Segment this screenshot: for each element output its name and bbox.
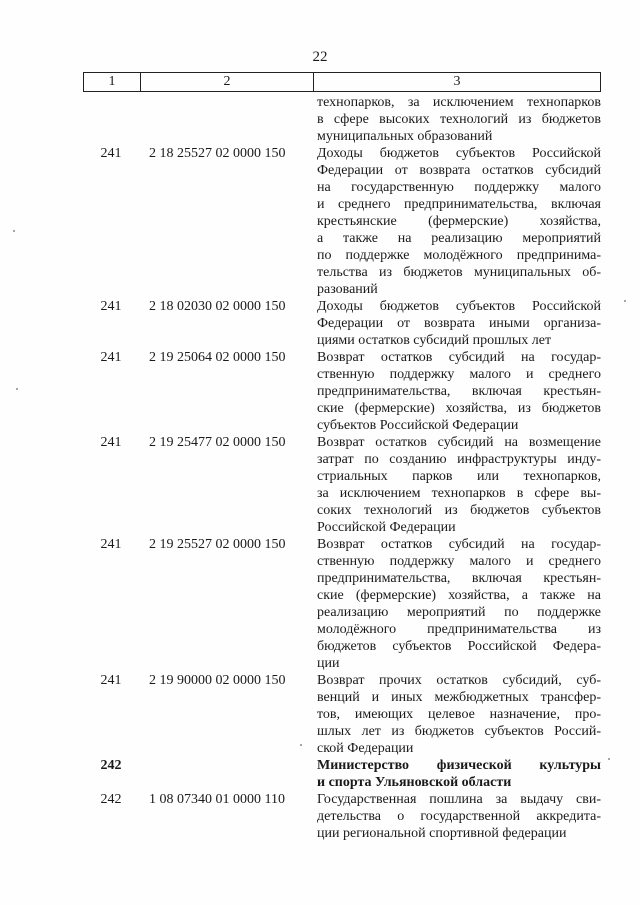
description-line: ской Федерации: [317, 741, 414, 756]
description-line: Федерации от возврата иными организа-: [317, 316, 601, 331]
table-row: [83, 672, 601, 757]
budget-code: 2 19 25477 02 0000 150: [149, 435, 286, 450]
scan-speck: [300, 744, 302, 746]
row-number: [83, 94, 139, 145]
description-line: молодёжного предпринимательства из: [317, 622, 601, 637]
budget-code: [139, 757, 311, 791]
description-line: Российской Федерации: [317, 520, 456, 535]
description-line: венций и иных межбюджетных трансфер-: [317, 690, 601, 705]
description-line: крестьянские (фермерские) хозяйства,: [317, 214, 601, 229]
row-number: 242: [100, 792, 122, 807]
description-line: ции региональной спортивной федерации: [317, 826, 567, 841]
description-line: ственную поддержку малого и среднего: [317, 367, 601, 382]
income-description: [311, 536, 601, 672]
description-line: разований: [317, 282, 378, 297]
scan-speck: [13, 230, 15, 232]
budget-code: 2 19 25064 02 0000 150: [149, 350, 286, 365]
table-row: [83, 94, 601, 145]
description-line: ственную поддержку малого и среднего: [317, 554, 601, 569]
row-number: 241: [100, 435, 122, 450]
scan-speck: [608, 758, 610, 760]
table-row: [83, 349, 601, 434]
table-row: [83, 791, 601, 842]
description-line: технопарков, за исключением технопарков: [317, 95, 601, 110]
table-row: [83, 298, 601, 349]
header-col-3: 3: [453, 74, 461, 89]
income-description: [311, 434, 601, 536]
table-body: [83, 94, 601, 842]
description-line: бюджетов субъектов Российской Федера-: [317, 639, 601, 654]
description-line: ские (фермерские) хозяйства, из бюджетов: [317, 401, 601, 416]
row-number: 241: [100, 146, 122, 161]
income-description: [311, 145, 601, 298]
budget-code: 2 19 90000 02 0000 150: [149, 673, 286, 688]
description-line: на государственную поддержку малого: [317, 180, 601, 195]
income-description: [311, 672, 601, 757]
description-line: ские (фермерские) хозяйства, а также на: [317, 588, 601, 603]
description-line: Возврат остатков субсидий на возмещение: [317, 435, 601, 450]
income-description: [311, 298, 601, 349]
budget-code: 1 08 07340 01 0000 110: [149, 792, 285, 807]
description-line: субъектов Российской Федерации: [317, 418, 519, 433]
description-line: предпринимательства, включая крестьян-: [317, 384, 601, 399]
description-line: стриальных парков или технопарков,: [317, 469, 601, 484]
header-col-1: 1: [84, 73, 141, 91]
budget-code: 2 18 25527 02 0000 150: [149, 146, 286, 161]
row-number: 241: [100, 673, 122, 688]
scan-speck: [16, 388, 18, 390]
row-number: 241: [100, 350, 122, 365]
description-line: и спорта Ульяновской области: [317, 775, 512, 790]
description-line: предпринимательства, включая крестьян-: [317, 571, 601, 586]
description-line: Государственная пошлина за выдачу сви-: [317, 792, 601, 807]
description-line: Министерство физической культуры: [317, 758, 601, 773]
description-line: Доходы бюджетов субъектов Российской: [317, 146, 601, 161]
description-line: муниципальных образований: [317, 129, 493, 144]
table-row: [83, 536, 601, 672]
income-description: [311, 349, 601, 434]
description-line: тельства из бюджетов муниципальных об-: [317, 265, 601, 280]
income-description: [311, 791, 601, 842]
description-line: соких технологий из бюджетов субъектов: [317, 503, 601, 518]
income-description: [311, 94, 601, 145]
description-line: шлых лет из бюджетов субъектов Россий-: [317, 724, 601, 739]
table-row: [83, 145, 601, 298]
income-description: [311, 757, 601, 791]
description-line: тов, имеющих целевое назначение, про-: [317, 707, 601, 722]
description-line: реализацию мероприятий по поддержке: [317, 605, 601, 620]
table-header: [83, 72, 601, 92]
description-line: Доходы бюджетов субъектов Российской: [317, 299, 601, 314]
row-number: 241: [100, 537, 122, 552]
budget-code: 2 18 02030 02 0000 150: [149, 299, 286, 314]
budget-code: [139, 94, 311, 145]
description-line: Возврат прочих остатков субсидий, суб-: [317, 673, 601, 688]
description-line: в сфере высоких технологий из бюджетов: [317, 112, 601, 127]
description-line: циями остатков субсидий прошлых лет: [317, 333, 552, 348]
description-line: затрат по созданию инфраструктуры инду-: [317, 452, 601, 467]
row-number: 241: [100, 299, 122, 314]
table-row: [83, 434, 601, 536]
description-line: ции: [317, 656, 340, 671]
description-line: Федерации от возврата остатков субсидий: [317, 163, 601, 178]
row-number: 242: [100, 758, 122, 773]
page-number: 22: [312, 49, 328, 65]
description-line: Возврат остатков субсидий на государ-: [317, 350, 601, 365]
description-line: Возврат остатков субсидий на государ-: [317, 537, 601, 552]
table-row: [83, 757, 601, 791]
scan-speck: [624, 300, 626, 302]
budget-code: 2 19 25527 02 0000 150: [149, 537, 286, 552]
description-line: детельства о государственной аккредита-: [317, 809, 601, 824]
description-line: и среднего предпринимательства, включая: [317, 197, 601, 212]
description-line: за исключением технопарков в сфере вы-: [317, 486, 601, 501]
description-line: по поддержке молодёжного предпринима-: [317, 248, 601, 263]
header-col-2: 2: [141, 73, 314, 91]
description-line: а также на реализацию мероприятий: [317, 231, 601, 246]
